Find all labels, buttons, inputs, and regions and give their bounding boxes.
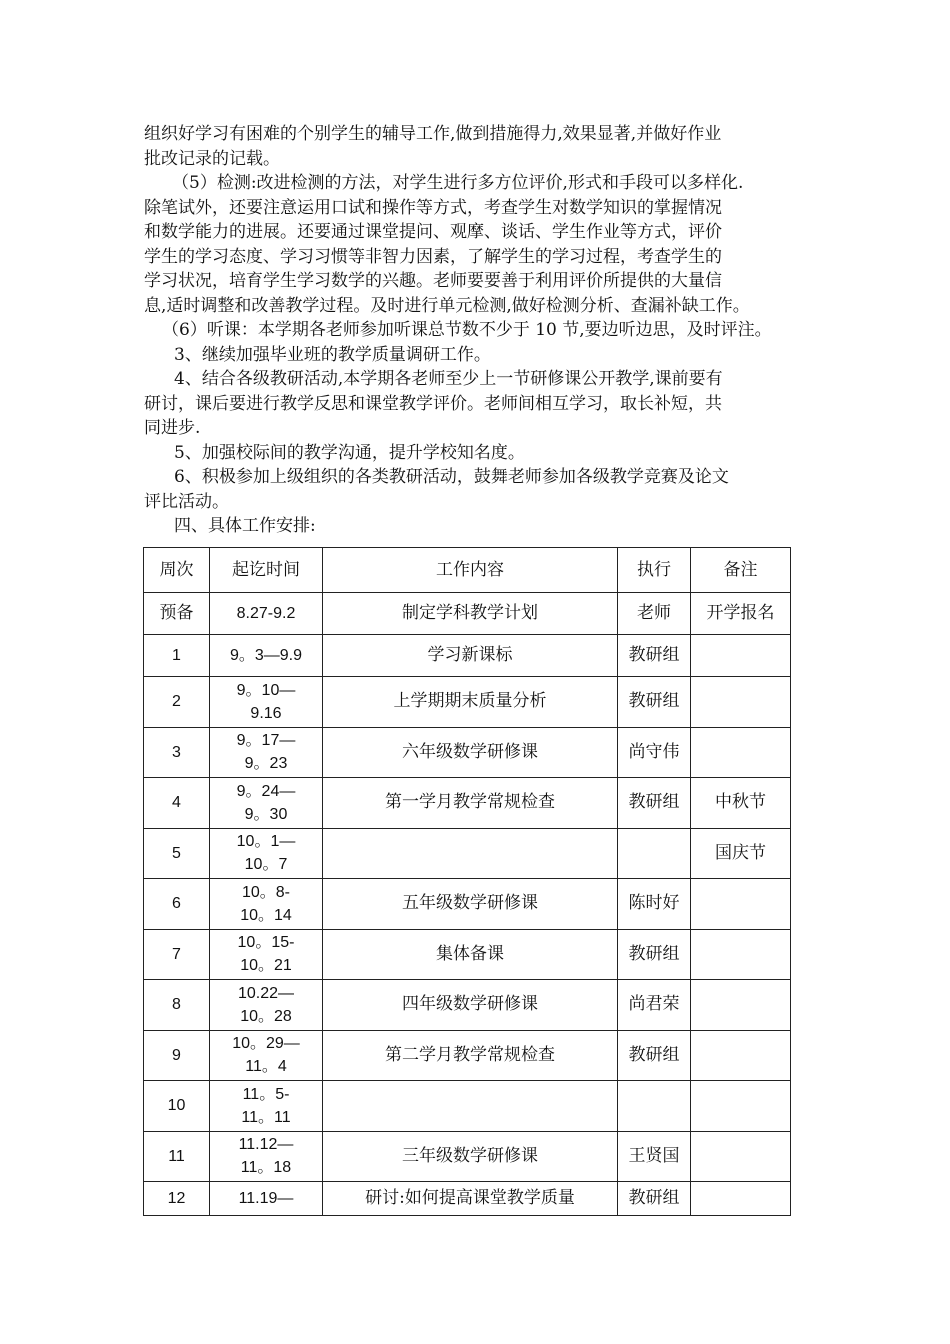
cell-note [691, 727, 791, 778]
paragraph-line: 和数学能力的进展。还要通过课堂提问、观摩、谈话、学生作业等方式，评价 [144, 222, 722, 242]
paragraph-line: 批改记录的记载。 [144, 148, 280, 169]
table-body [144, 593, 791, 1216]
header-exec: 执行 [618, 548, 691, 593]
time-start: 11.12— [238, 1136, 294, 1154]
paragraph-line: 息,适时调整和改善教学过程。及时进行单元检测,做好检测分析、查漏补缺工作。 [144, 295, 750, 316]
cell-week: 3 [144, 727, 210, 778]
table-row [144, 727, 791, 778]
table-row [144, 593, 791, 635]
time-start: 9。3—9.9 [229, 647, 303, 664]
cell-time [210, 778, 323, 829]
cell-time [210, 828, 323, 879]
time-start: 8.27-9.2 [236, 605, 296, 622]
cell-exec [618, 828, 691, 879]
time-end: 11。18 [240, 1159, 292, 1177]
cell-week: 6 [144, 879, 210, 930]
cell-content: 五年级数学研修课 [323, 879, 618, 930]
cell-week: 10 [144, 1081, 210, 1132]
cell-content: 六年级数学研修课 [323, 727, 618, 778]
cell-week: 1 [144, 635, 210, 677]
cell-time [210, 1131, 323, 1182]
cell-exec [618, 1081, 691, 1132]
time-end: 10。14 [240, 906, 292, 924]
time-start: 11.19— [238, 1190, 294, 1207]
time-end: 9。23 [244, 755, 288, 773]
cell-content: 第一学月教学常规检查 [323, 778, 618, 829]
table-row [144, 1030, 791, 1081]
cell-content: 集体备课 [323, 929, 618, 980]
cell-exec: 教研组 [618, 635, 691, 677]
cell-content: 研讨:如何提高课堂教学质量 [323, 1182, 618, 1216]
time-start: 9。17— [236, 732, 296, 750]
time-start: 9。24— [236, 782, 296, 800]
cell-content [323, 828, 618, 879]
cell-week: 8 [144, 980, 210, 1031]
header-note: 备注 [691, 548, 791, 593]
time-start: 10.22— [237, 984, 295, 1002]
cell-note [691, 635, 791, 677]
cell-exec: 尚守伟 [618, 727, 691, 778]
cell-note [691, 980, 791, 1031]
cell-week: 12 [144, 1182, 210, 1216]
cell-note: 开学报名 [691, 593, 791, 635]
time-start: 10。29— [232, 1035, 300, 1053]
cell-note [691, 879, 791, 930]
time-end: 10。21 [240, 957, 292, 975]
cell-note [691, 1081, 791, 1132]
cell-week: 7 [144, 929, 210, 980]
cell-exec: 老师 [618, 593, 691, 635]
time-start: 11。5- [242, 1085, 290, 1103]
cell-week: 11 [144, 1131, 210, 1182]
header-content: 工作内容 [323, 548, 618, 593]
header-time: 起讫时间 [210, 548, 323, 593]
cell-time [210, 929, 323, 980]
table-row [144, 677, 791, 728]
cell-week: 预备 [144, 593, 210, 635]
cell-content: 四年级数学研修课 [323, 980, 618, 1031]
cell-exec: 教研组 [618, 677, 691, 728]
table-row [144, 1131, 791, 1182]
paragraph-line: 4、结合各级教研活动,本学期各老师至少上一节研修课公开教学,课前要有 [174, 369, 723, 389]
cell-time [210, 1081, 323, 1132]
cell-note [691, 1182, 791, 1216]
paragraph-line: 组织好学习有困难的个别学生的辅导工作,做到措施得力,效果显著,并做好作业 [144, 124, 722, 144]
table-row [144, 980, 791, 1031]
table-row [144, 1081, 791, 1132]
cell-exec: 尚君荣 [618, 980, 691, 1031]
table-row [144, 635, 791, 677]
time-end: 10。28 [240, 1007, 292, 1025]
cell-time [210, 1030, 323, 1081]
cell-note: 中秋节 [691, 778, 791, 829]
paragraph-line: 学习状况，培育学生学习数学的兴趣。老师要要善于利用评价所提供的大量信 [144, 271, 722, 291]
cell-time [210, 1182, 323, 1216]
section-heading: 四、具体工作安排: [174, 516, 316, 536]
body-text [144, 122, 824, 539]
time-end: 11。11 [241, 1108, 291, 1126]
cell-week: 5 [144, 828, 210, 879]
paragraph-line: 同进步. [144, 418, 201, 438]
cell-week: 2 [144, 677, 210, 728]
table-row [144, 778, 791, 829]
cell-note [691, 1131, 791, 1182]
time-start: 9。10— [236, 681, 296, 699]
cell-exec: 陈时好 [618, 879, 691, 930]
time-end: 9.16 [250, 704, 282, 722]
table-row [144, 879, 791, 930]
cell-content: 第二学月教学常规检查 [323, 1030, 618, 1081]
table-row [144, 828, 791, 879]
cell-content: 制定学科教学计划 [323, 593, 618, 635]
time-start: 10。8- [241, 883, 291, 901]
paragraph-line: （6）听课：本学期各老师参加听课总节数不少于 10 节,要边听边思，及时评注。 [162, 320, 772, 340]
cell-exec: 教研组 [618, 1030, 691, 1081]
table-header-row [144, 548, 791, 593]
cell-note [691, 929, 791, 980]
cell-exec: 教研组 [618, 929, 691, 980]
cell-time [210, 677, 323, 728]
time-end: 9。30 [244, 805, 288, 823]
schedule-table [143, 547, 791, 1216]
cell-exec: 教研组 [618, 778, 691, 829]
cell-content: 上学期期末质量分析 [323, 677, 618, 728]
table-row [144, 929, 791, 980]
paragraph-line: 除笔试外，还要注意运用口试和操作等方式，考查学生对数学知识的掌握情况 [144, 197, 722, 218]
paragraph-line: 3、继续加强毕业班的教学质量调研工作。 [174, 344, 491, 365]
cell-exec: 王贤国 [618, 1131, 691, 1182]
cell-time [210, 635, 323, 677]
time-end: 10。7 [244, 856, 288, 874]
time-end: 11。4 [245, 1058, 287, 1076]
paragraph-line: 5、加强校际间的教学沟通，提升学校知名度。 [174, 442, 525, 463]
cell-exec: 教研组 [618, 1182, 691, 1216]
paragraph-line: （5）检测:改进检测的方法，对学生进行多方位评价,形式和手段可以多样化. [172, 173, 744, 193]
cell-week: 4 [144, 778, 210, 829]
cell-content [323, 1081, 618, 1132]
cell-content: 三年级数学研修课 [323, 1131, 618, 1182]
cell-time [210, 727, 323, 778]
time-start: 10。1— [236, 833, 296, 851]
cell-content: 学习新课标 [323, 635, 618, 677]
time-start: 10。15- [237, 934, 295, 952]
cell-time [210, 593, 323, 635]
header-week: 周次 [144, 548, 210, 593]
cell-note: 国庆节 [691, 828, 791, 879]
cell-note [691, 677, 791, 728]
paragraph-line: 6、积极参加上级组织的各类教研活动，鼓舞老师参加各级教学竞赛及论文 [174, 467, 729, 487]
cell-note [691, 1030, 791, 1081]
cell-time [210, 879, 323, 930]
table-row [144, 1182, 791, 1216]
paragraph-line: 研讨，课后要进行教学反思和课堂教学评价。老师间相互学习，取长补短，共 [144, 393, 722, 414]
paragraph-line: 学生的学习态度、学习习惯等非智力因素，了解学生的学习过程，考查学生的 [144, 246, 722, 267]
paragraph-line: 评比活动。 [144, 491, 229, 512]
cell-week: 9 [144, 1030, 210, 1081]
cell-time [210, 980, 323, 1031]
